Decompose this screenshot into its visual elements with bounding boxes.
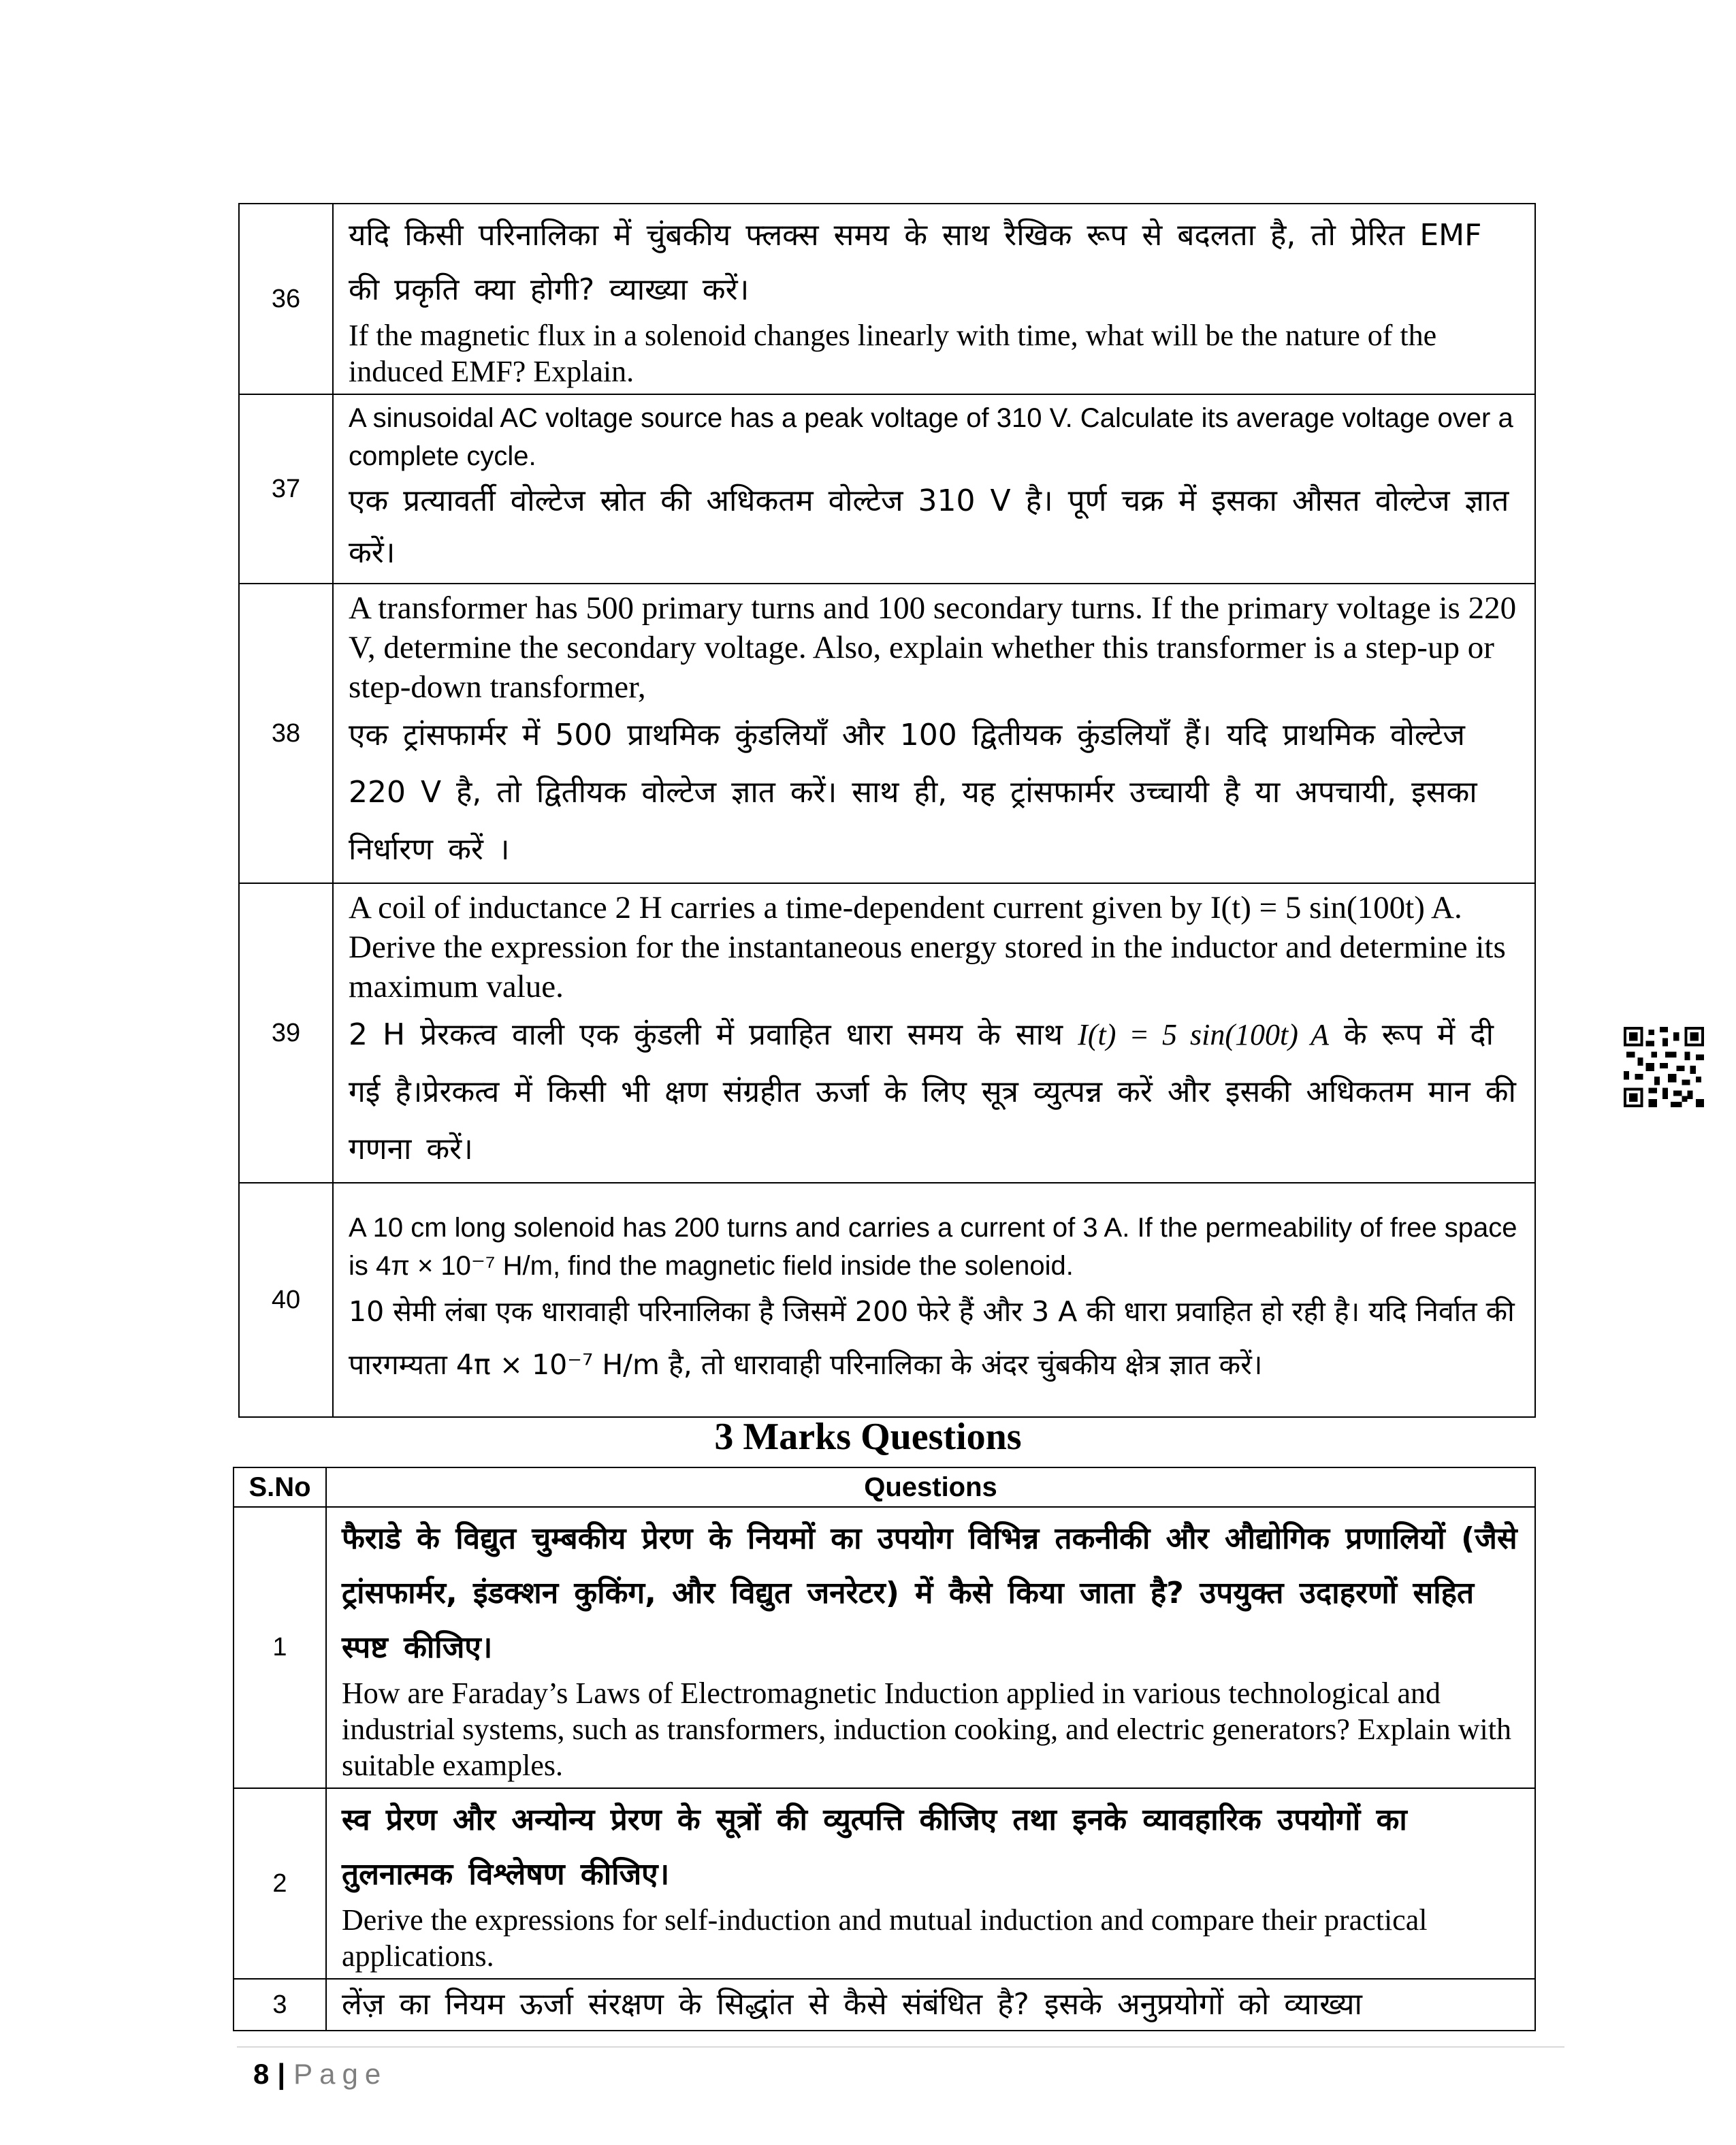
table-row	[234, 1788, 1535, 1979]
question-cell	[333, 584, 1535, 883]
question-number: 37	[239, 394, 333, 584]
question-english: Derive the expressions for self-induction and mutual induction and compare their practical applications.	[342, 1903, 1428, 1973]
page-number: 8	[253, 2058, 270, 2090]
question-number: 39	[239, 883, 333, 1183]
question-cell	[333, 883, 1535, 1183]
question-cell	[326, 1507, 1535, 1788]
question-cell	[333, 204, 1535, 394]
question-number: 40	[239, 1183, 333, 1417]
question-number: 38	[239, 584, 333, 883]
question-english: A sinusoidal AC voltage source has a peak voltage of 310 V. Calculate its average voltage over a complete cycle.	[349, 403, 1513, 471]
table-row	[239, 584, 1535, 883]
question-cell	[326, 1979, 1535, 2031]
question-english: A 10 cm long solenoid has 200 turns and carries a current of 3 A. If the permeability of free space is 4π × 10⁻⁷ H/m, find the magnetic field inside the solenoid.	[349, 1213, 1517, 1281]
question-english: If the magnetic flux in a solenoid changes linearly with time, what will be the nature of the induced EMF? Explain.	[349, 319, 1437, 388]
question-hindi-part: 2 H प्रेरकत्व वाली एक कुंडली में प्रवाहित धारा समय के साथ	[349, 1017, 1063, 1052]
question-cell	[333, 394, 1535, 584]
question-number: 1	[234, 1507, 326, 1788]
question-hindi: स्व प्रेरण और अन्योन्य प्रेरण के सूत्रों की व्युत्पत्ति कीजिए तथा इनके व्यावहारिक उपयोगों का तुलनात्मक विश्लेषण कीजिए।	[342, 1802, 1407, 1892]
question-cell	[333, 1183, 1535, 1417]
page-footer	[253, 2058, 387, 2091]
question-english: How are Faraday’s Laws of Electromagnetic Induction applied in various technological and industrial systems, such as transformers, induction cooking, and electric generators? Explain with suitable examples.	[342, 1677, 1511, 1782]
question-hindi	[349, 1006, 1522, 1178]
question-hindi: फैराडे के विद्युत चुम्बकीय प्रेरण के नियमों का उपयोग विभिन्न तकनीकी और औद्योगिक प्रणालियों (जैसे ट्रांसफार्मर, इंडक्शन कुकिंग, और विद्युत जनरेटर) में कैसे किया जाता है? उपयुक्त उदाहरणों सहित स्पष्ट कीजिए।	[342, 1521, 1517, 1665]
formula: I(t) = 5 sin(100t) A	[1078, 1018, 1330, 1051]
question-hindi: एक ट्रांसफार्मर में 500 प्राथमिक कुंडलियाँ और 100 द्वितीयक कुंडलियाँ हैं। यदि प्राथमिक वोल्टेज 220 V है, तो द्वितीयक वोल्टेज ज्ञात करें। साथ ही, यह ट्रांसफार्मर उच्चायी है या अपचायी, इसका निर्धारण करें ।	[349, 718, 1477, 867]
question-table-long	[238, 203, 1536, 1418]
question-english: A coil of inductance 2 H carries a time-dependent current given by I(t) = 5 sin(100t) A. Derive the expression for the instantaneous energy stored in the inductor and determine its maximum value.	[349, 890, 1506, 1004]
table-header-row	[234, 1467, 1535, 1507]
question-table-3-marks	[233, 1467, 1536, 2031]
question-number: 36	[239, 204, 333, 394]
table-row	[234, 1507, 1535, 1788]
table-row	[239, 883, 1535, 1183]
question-hindi: एक प्रत्यावर्ती वोल्टेज स्रोत की अधिकतम वोल्टेज 310 V है। पूर्ण चक्र में इसका औसत वोल्टेज ज्ञात करें।	[349, 483, 1509, 570]
footer-rule	[237, 2046, 1564, 2048]
section-title: 3 Marks Questions	[714, 1416, 1022, 1458]
question-hindi: लेंज़ का नियम ऊर्जा संरक्षण के सिद्धांत से कैसे संबंधित है? इसके अनुप्रयोगों को व्याख्या	[342, 1987, 1362, 2022]
question-hindi: यदि किसी परिनालिका में चुंबकीय फ्लक्स समय के साथ रैखिक रूप से बदलता है, तो प्रेरित EMF की प्रकृति क्या होगी? व्याख्या करें।	[349, 218, 1482, 307]
table-row	[239, 204, 1535, 394]
question-hindi: 10 सेमी लंबा एक धारावाही परिनालिका है जिसमें 200 फेरे हैं और 3 A की धारा प्रवाहित हो रही है। यदि निर्वात की पारगम्यता 4π × 10⁻⁷ H/m है, तो धारावाही परिनालिका के अंदर चुंबकीय क्षेत्र ज्ञात करें।	[349, 1295, 1515, 1381]
question-number: 3	[234, 1979, 326, 2031]
qr-code	[1624, 1027, 1704, 1107]
question-english: A transformer has 500 primary turns and 100 secondary turns. If the primary voltage is 220 V, determine the secondary voltage. Also, explain whether this transformer is a step-up or step-down transformer,	[349, 590, 1517, 705]
table-row	[234, 1979, 1535, 2031]
question-cell	[326, 1788, 1535, 1979]
page-label: Page	[293, 2058, 388, 2090]
footer-separator: |	[277, 2058, 286, 2090]
question-hindi-part: के रूप में दी गई है।प्रेरकत्व में किसी भी क्षण संग्रहीत ऊर्जा के लिए सूत्र व्युत्पन्न करें और इसकी अधिकतम मान की गणना करें।	[349, 1017, 1516, 1166]
table-row	[239, 394, 1535, 584]
column-header-sno: S.No	[234, 1467, 326, 1507]
table-row	[239, 1183, 1535, 1417]
column-header-questions: Questions	[326, 1467, 1535, 1507]
question-number: 2	[234, 1788, 326, 1979]
